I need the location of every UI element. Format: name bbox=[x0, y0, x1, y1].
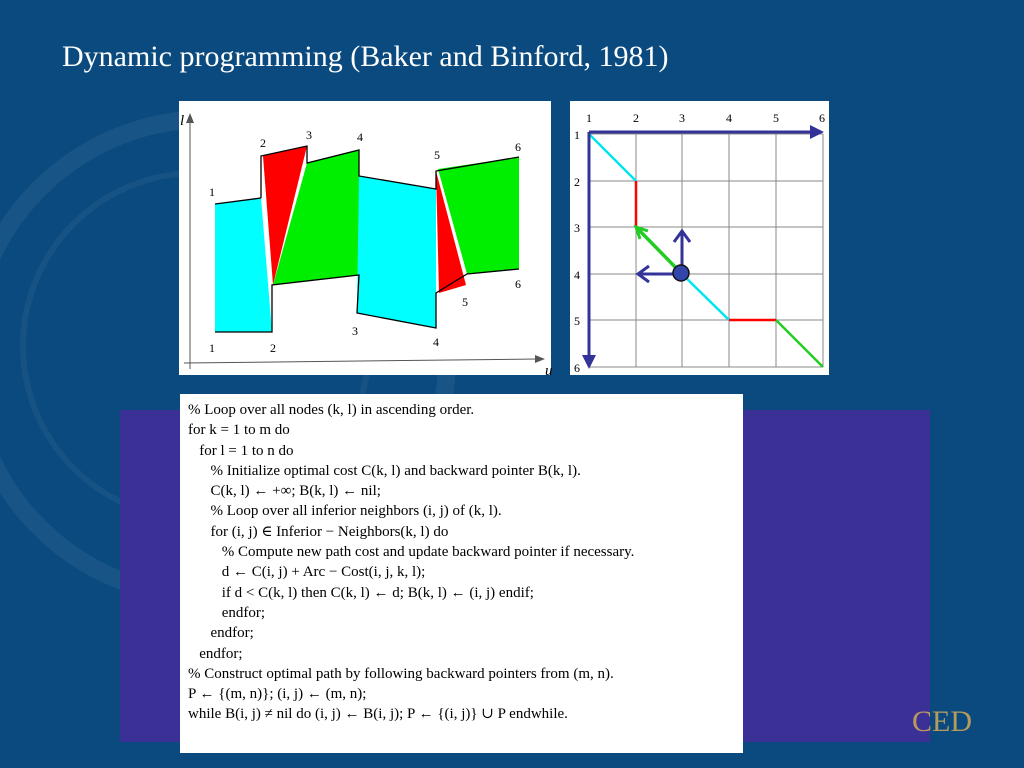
col-label-3: 3 bbox=[679, 111, 685, 125]
row-label-5: 5 bbox=[574, 314, 580, 328]
slide-title: Dynamic programming (Baker and Binford, 1981) bbox=[62, 40, 669, 73]
cyan-region-2 bbox=[357, 176, 436, 328]
algo-line: endfor; bbox=[188, 645, 243, 662]
x-axis-label: u bbox=[545, 363, 553, 379]
y-axis-label: l bbox=[180, 113, 185, 129]
algo-line: if d < C(k, l) then C(k, l) ← d; B(k, l) ← (i, j) endif; bbox=[188, 584, 534, 601]
bottom-label-1: 1 bbox=[209, 341, 215, 355]
algo-line: % Construct optimal path by following backward pointers from (m, n). bbox=[188, 665, 614, 682]
algo-line: % Loop over all inferior neighbors (i, j) of (k, l). bbox=[188, 503, 502, 520]
bottom-label-6: 6 bbox=[515, 277, 521, 291]
x-axis bbox=[184, 359, 537, 363]
algo-line: % Compute new path cost and update backward pointer if necessary. bbox=[188, 544, 635, 561]
top-label-5: 5 bbox=[434, 148, 440, 162]
algo-line: P ← {(m, n)}; (i, j) ← (m, n); bbox=[188, 686, 367, 703]
bottom-label-4: 4 bbox=[433, 335, 439, 349]
bottom-label-5: 5 bbox=[462, 295, 468, 309]
algo-line: endfor; bbox=[188, 604, 266, 621]
col-label-2: 2 bbox=[633, 111, 639, 125]
bottom-label-3: 3 bbox=[352, 324, 358, 338]
path-green-2 bbox=[776, 320, 823, 367]
top-label-4: 4 bbox=[357, 130, 363, 144]
algo-line: for l = 1 to n do bbox=[188, 442, 294, 459]
row-label-4: 4 bbox=[574, 268, 580, 282]
path-cyan-1 bbox=[589, 134, 636, 181]
logo-watermark: CED bbox=[912, 705, 972, 738]
path-cyan-2 bbox=[682, 274, 729, 320]
row-label-3: 3 bbox=[574, 221, 580, 235]
col-label-4: 4 bbox=[726, 111, 732, 125]
row-label-6: 6 bbox=[574, 361, 580, 375]
algo-line: % Loop over all nodes (k, l) in ascending order. bbox=[188, 402, 475, 418]
dp-grid-diagram bbox=[570, 101, 829, 375]
algo-line: while B(i, j) ≠ nil do (i, j) ← B(i, j); P ← {(i, j)} ∪ P endwhile. bbox=[188, 706, 568, 723]
col-label-6: 6 bbox=[819, 111, 825, 125]
row-label-2: 2 bbox=[574, 175, 580, 189]
algorithm-pseudocode bbox=[180, 394, 743, 753]
col-label-1: 1 bbox=[586, 111, 592, 125]
algo-line: % Initialize optimal cost C(k, l) and backward pointer B(k, l). bbox=[188, 462, 581, 479]
bottom-label-2: 2 bbox=[270, 341, 276, 355]
algo-line: C(k, l) ← +∞; B(k, l) ← nil; bbox=[188, 483, 381, 500]
current-node bbox=[673, 265, 689, 281]
top-label-1: 1 bbox=[209, 185, 215, 199]
row-label-1: 1 bbox=[574, 128, 580, 142]
algo-line: d ← C(i, j) + Arc − Cost(i, j, k, l); bbox=[188, 564, 426, 581]
top-arrow-head bbox=[810, 125, 824, 139]
x-axis-arrow bbox=[535, 355, 545, 363]
segment-matching-diagram bbox=[179, 101, 553, 379]
top-label-2: 2 bbox=[260, 136, 266, 150]
algo-line: for (i, j) ∈ Inferior − Neighbors(k, l) do bbox=[188, 523, 449, 540]
col-label-5: 5 bbox=[773, 111, 779, 125]
top-label-6: 6 bbox=[515, 140, 521, 154]
y-axis-arrow bbox=[186, 113, 194, 123]
algo-line: endfor; bbox=[188, 625, 254, 642]
algo-line: for k = 1 to m do bbox=[188, 422, 290, 439]
cyan-region-1 bbox=[215, 198, 272, 332]
top-label-3: 3 bbox=[306, 128, 312, 142]
